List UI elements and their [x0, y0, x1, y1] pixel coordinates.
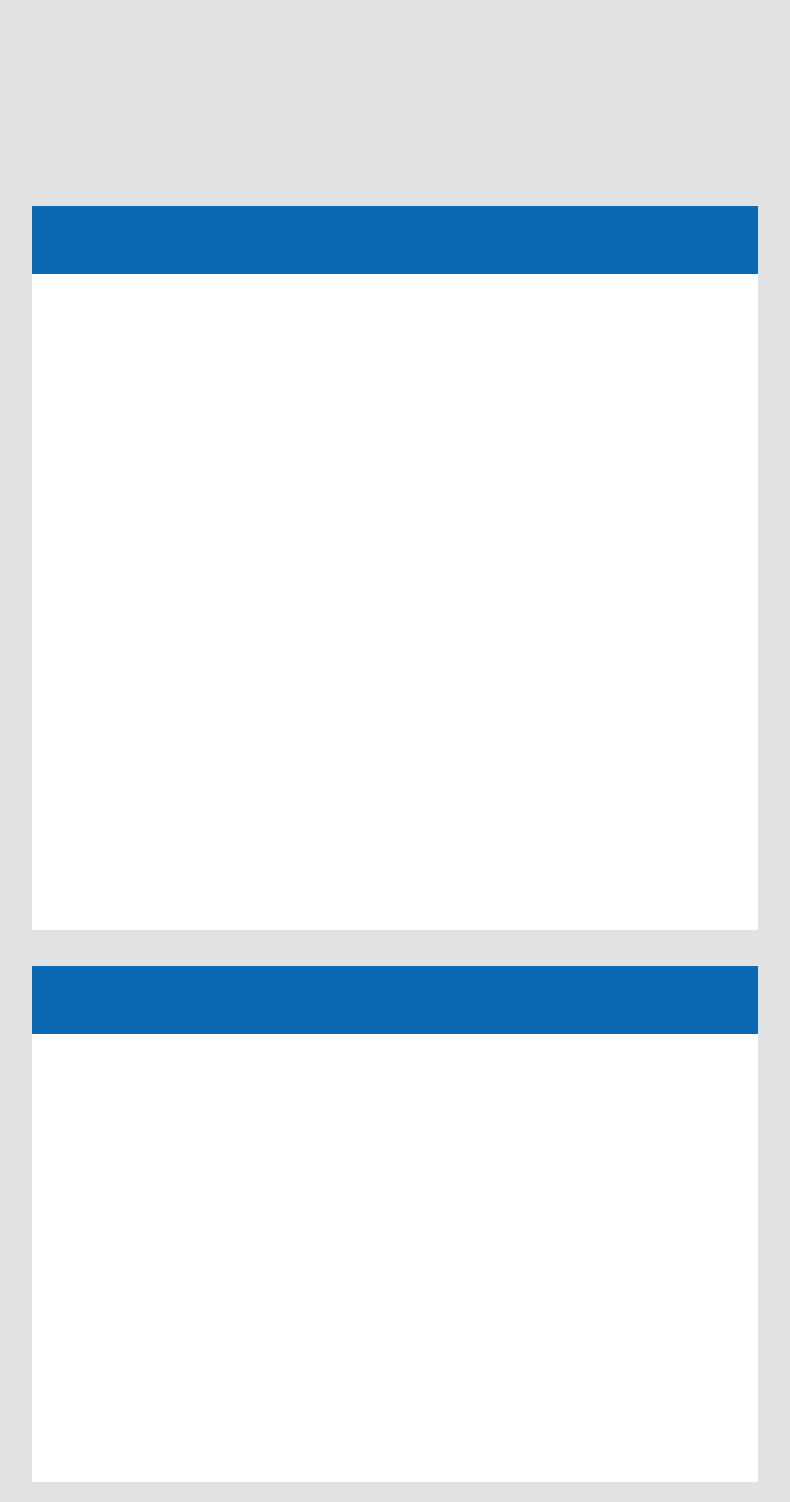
- model-description-card: [32, 966, 758, 1482]
- model-description-diagram: [32, 1034, 758, 1482]
- performance-chart-svg: [32, 274, 758, 930]
- model-section-header: [32, 966, 758, 1034]
- page-header: [0, 0, 790, 46]
- performance-section-header: [32, 206, 758, 274]
- performance-range-card: [32, 206, 758, 930]
- performance-chart: [32, 274, 758, 930]
- model-description-svg: [32, 1034, 758, 1482]
